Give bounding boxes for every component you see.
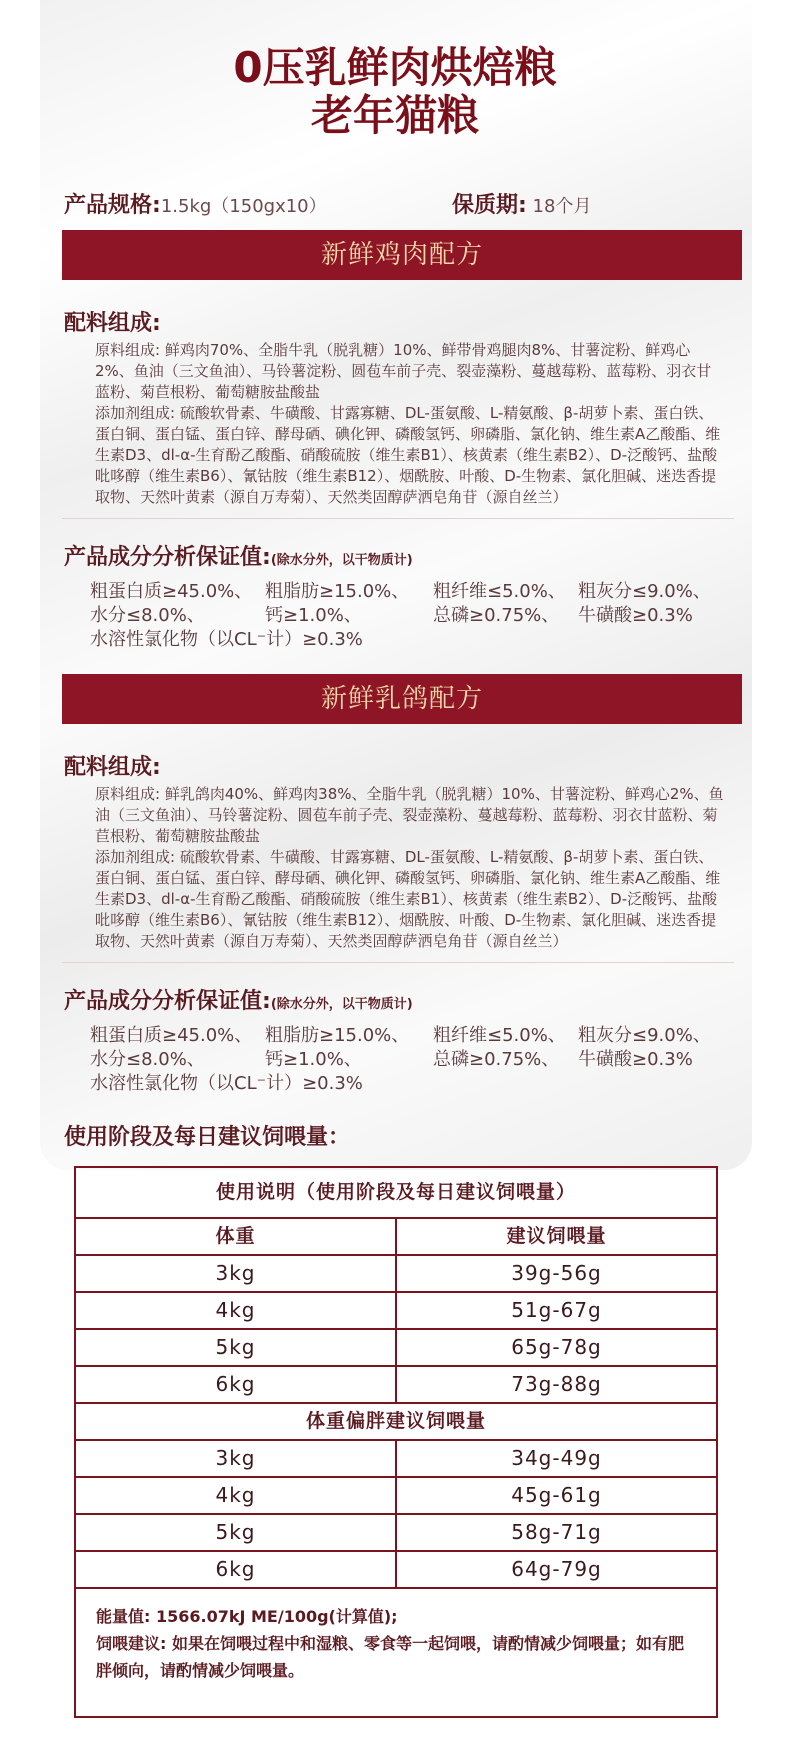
amount-cell: 58g-71g [511,1520,602,1544]
protein-value: 粗蛋白质≥45.0%、 [90,1025,253,1046]
table-row [76,1552,716,1589]
divider [62,518,734,519]
table-header-row [76,1219,716,1256]
weight-cell: 3kg [76,1256,397,1291]
amount-cell: 65g-78g [511,1335,602,1359]
table-row [76,1441,716,1478]
table-row [76,1478,716,1515]
phosphorus-value: 总磷≥0.75%、 [433,1049,560,1070]
recipe1-raw-ingredients: 原料组成: 鲜鸡肉70%、全脂牛乳（脱乳糖）10%、鲜带骨鸡腿肉8%、甘薯淀粉、鲜鸡心2%、鱼油（三文鱼油）、马铃薯淀粉、圆苞车前子壳、裂壶藻粉、蔓越莓粉、蓝莓粉、羽衣甘蓝粉、菊苣根粉、葡萄糖胺盐酸盐 [95,341,712,401]
chloride-value: 水溶性氯化物（以CL⁻计）≥0.3% [90,629,363,650]
feeding-notes [76,1589,716,1684]
amount-cell: 51g-67g [511,1298,602,1322]
overweight-subtitle: 体重偏胖建议饲喂量 [76,1404,716,1441]
recipe1-additives: 添加剂组成: 硫酸软骨素、牛磺酸、甘露寡糖、DL-蛋氨酸、L-精氨酸、β-胡萝卜素、蛋白铁、蛋白铜、蛋白锰、蛋白锌、酵母硒、碘化钾、磷酸氢钙、卵磷脂、氯化钠、维生素A乙酸酯、维生素D3、dl-α-生育酚乙酸酯、硝酸硫胺（维生素B1）、核黄素（维生素B2）、D-泛酸钙、盐酸吡哆醇（维生素B6）、氰钴胺（维生素B12）、烟酰胺、叶酸、D-生物素、氯化胆碱、迷迭香提取物、天然叶黄素（源自万寿菊）、天然类固醇萨洒皂角苷（源自丝兰） [95,404,721,506]
energy-value: 能量值: 1566.07kJ ME/100g(计算值); [96,1607,398,1626]
recipe1-analysis-values [90,580,730,652]
phosphorus-value: 总磷≥0.75%、 [433,605,560,626]
ash-value: 粗灰分≤9.0%、 [578,1025,711,1046]
moisture-value: 水分≤8.0%、 [90,605,205,626]
amount-column-header: 建议饲喂量 [506,1225,607,1247]
recipe1-analysis-note: (除水分外，以干物质计) [270,553,413,568]
table-title: 使用说明（使用阶段及每日建议饲喂量） [76,1168,716,1219]
weight-cell: 6kg [76,1367,397,1402]
divider [62,962,734,963]
fiber-value: 粗纤维≤5.0%、 [433,1025,566,1046]
recipe1-analysis-heading [64,540,413,571]
amount-cell: 39g-56g [511,1261,602,1285]
amount-cell: 34g-49g [511,1446,602,1470]
fat-value: 粗脂肪≥15.0%、 [265,1025,410,1046]
shelf-life-value: 18个月 [532,196,592,217]
weight-cell: 5kg [76,1330,397,1365]
fat-value: 粗脂肪≥15.0%、 [265,581,410,602]
ash-value: 粗灰分≤9.0%、 [578,581,711,602]
table-row [76,1256,716,1293]
moisture-value: 水分≤8.0%、 [90,1049,205,1070]
protein-value: 粗蛋白质≥45.0%、 [90,581,253,602]
recipe1-banner: 新鲜鸡肉配方 [62,230,742,280]
feeding-table [74,1166,718,1718]
taurine-value: 牛磺酸≥0.3% [578,1049,693,1070]
table-row [76,1330,716,1367]
recipe2-analysis-title: 产品成分分析保证值: [64,989,271,1014]
shelf-life-row [452,188,591,219]
calcium-value: 钙≥1.0%、 [265,605,362,626]
amount-cell: 45g-61g [511,1483,602,1507]
weight-cell: 6kg [76,1552,397,1587]
recipe1-ingredients-heading: 配料组成: [64,311,161,336]
shelf-life-label: 保质期: [452,193,527,218]
chloride-value: 水溶性氯化物（以CL⁻计）≥0.3% [90,1073,363,1094]
spec-label: 产品规格: [64,193,161,218]
recipe2-additives: 添加剂组成: 硫酸软骨素、牛磺酸、甘露寡糖、DL-蛋氨酸、L-精氨酸、β-胡萝卜素、蛋白铁、蛋白铜、蛋白锰、蛋白锌、酵母硒、碘化钾、磷酸氢钙、卵磷脂、氯化钠、维生素A乙酸酯、维生素D3、dl-α-生育酚乙酸酯、硝酸硫胺（维生素B1）、核黄素（维生素B2）、D-泛酸钙、盐酸吡哆醇（维生素B6）、氰钴胺（维生素B12）、烟酰胺、叶酸、D-生物素、氯化胆碱、迷迭香提取物、天然叶黄素（源自万寿菊）、天然类固醇萨洒皂角苷（源自丝兰） [95,848,721,950]
taurine-value: 牛磺酸≥0.3% [578,605,693,626]
recipe2-analysis-note: (除水分外，以干物质计) [270,997,413,1012]
weight-cell: 4kg [76,1293,397,1328]
table-row [76,1515,716,1552]
recipe2-raw-ingredients: 原料组成: 鲜乳鸽肉40%、鲜鸡肉38%、全脂牛乳（脱乳糖）10%、甘薯淀粉、鲜鸡心2%、鱼油（三文鱼油）、马铃薯淀粉、圆苞车前子壳、裂壶藻粉、蔓越莓粉、蓝莓粉、羽衣甘蓝粉、菊苣根粉、葡萄糖胺盐酸盐 [95,785,724,845]
weight-cell: 5kg [76,1515,397,1550]
recipe2-analysis-heading [64,984,413,1015]
spec-value: 1.5kg（150gx10） [160,196,327,217]
recipe2-analysis-values [90,1024,730,1096]
weight-column-header: 体重 [76,1219,397,1254]
table-row [76,1293,716,1330]
recipe2-ingredients [95,784,725,952]
calcium-value: 钙≥1.0%、 [265,1049,362,1070]
weight-cell: 3kg [76,1441,397,1476]
recipe2-ingredients-heading: 配料组成: [64,755,161,780]
amount-cell: 64g-79g [511,1557,602,1581]
fiber-value: 粗纤维≤5.0%、 [433,581,566,602]
recipe1-analysis-title: 产品成分分析保证值: [64,545,271,570]
recipe2-banner: 新鲜乳鸽配方 [62,674,742,724]
weight-cell: 4kg [76,1478,397,1513]
table-row [76,1367,716,1404]
spec-row [64,188,327,219]
recipe1-ingredients [95,340,725,508]
feeding-heading: 使用阶段及每日建议饲喂量： [64,1125,351,1150]
feeding-advice: 饲喂建议: 如果在饲喂过程中和湿粮、零食等一起饲喂，请酌情减少饲喂量；如有肥胖倾向，请酌情减少饲喂量。 [96,1634,684,1680]
product-title-line1: 0压乳鲜肉烘焙粮 [233,43,557,92]
amount-cell: 73g-88g [511,1372,602,1396]
product-title-line2: 老年猫粮 [310,91,479,140]
